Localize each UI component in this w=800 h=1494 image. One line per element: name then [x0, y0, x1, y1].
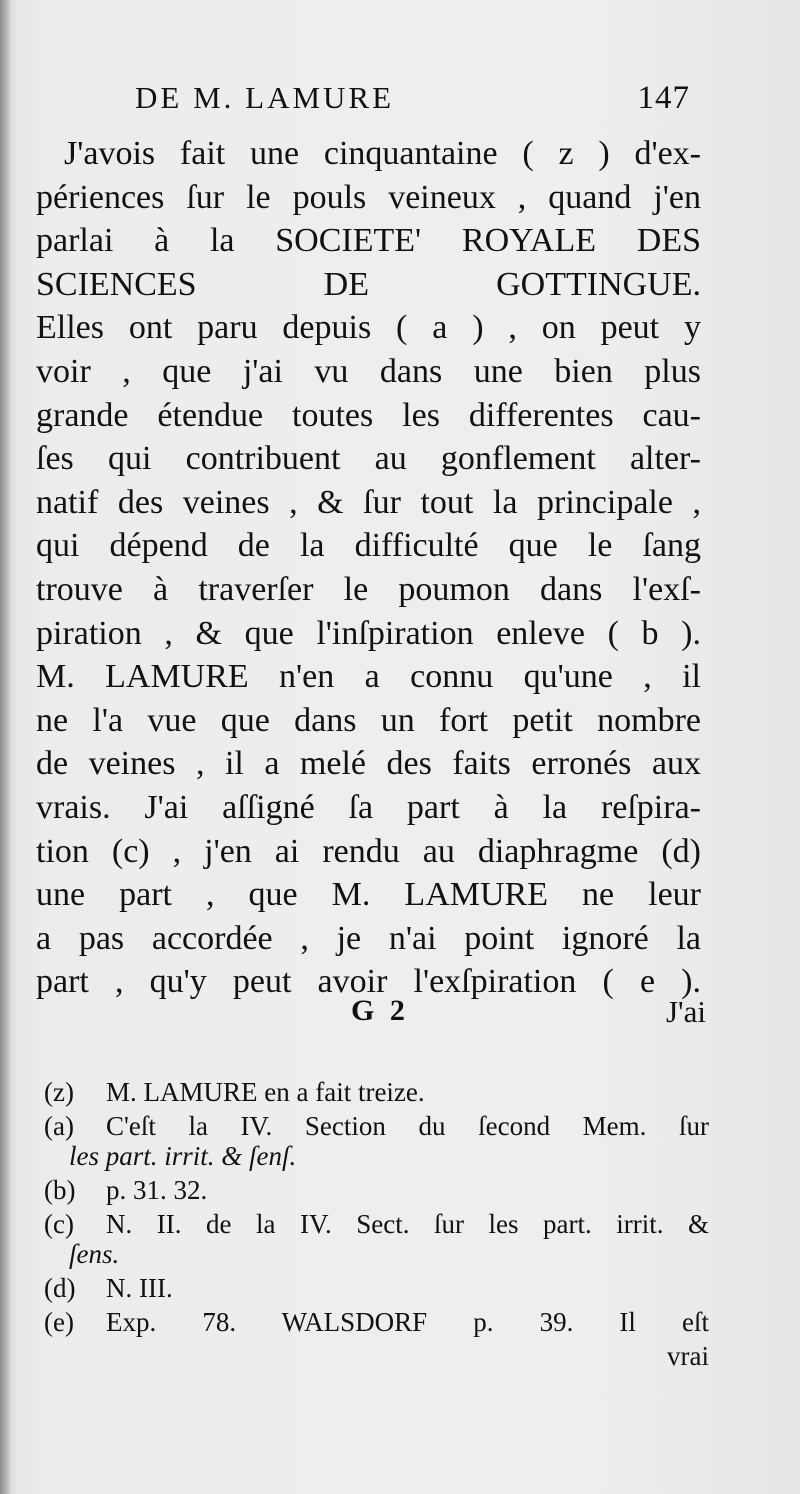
footnote-catchword: vrai	[667, 1341, 709, 1371]
text-line: piration , & que l'inſpiration enleve ( b ).	[36, 614, 701, 652]
footnote-label: (b)	[44, 1175, 76, 1205]
footnote-text: p. 31. 32.	[106, 1175, 208, 1205]
footnote	[44, 1111, 709, 1171]
text-line: parlai à la SOCIETE' ROYALE DES	[36, 222, 701, 260]
footnote	[44, 1077, 709, 1107]
footnote-text: N. II. de la IV. Sect. ſur les part. irrit. &	[106, 1209, 709, 1239]
text-line: tion (c) , j'en ai rendu au diaphragme (d)	[36, 832, 701, 870]
text-line: a pas accordée , je n'ai point ignoré la	[36, 919, 701, 957]
text-line: ſes qui contribuent au gonflement alter-	[36, 440, 701, 478]
page-gutter	[0, 0, 10, 1494]
footnote	[44, 1175, 709, 1205]
running-head-title: DE M. LAMURE	[135, 80, 395, 115]
text-line: périences ſur le pouls veineux , quand j'en	[36, 178, 701, 216]
footnotes	[44, 1077, 709, 1371]
footnote-text: C'eſt la IV. Section du ſecond Mem. ſur	[106, 1111, 709, 1141]
text-line: voir , que j'ai vu dans une bien plus	[36, 352, 701, 390]
running-head	[135, 80, 690, 120]
footnote-text: Exp. 78. WALSDORF p. 39. Il eſt	[106, 1307, 709, 1337]
footnote	[44, 1209, 709, 1269]
text-line: qui dépend de la difficulté que le ſang	[36, 527, 701, 565]
text-line: SCIENCES DE GOTTINGUE.	[36, 265, 701, 303]
text-line: Elles ont paru depuis ( a ) , on peut y	[36, 309, 701, 347]
footnote-continuation: les part. irrit. & ſenſ.	[69, 1141, 297, 1171]
text-line: part , qu'y peut avoir l'exſpiration ( e ).	[36, 963, 701, 1001]
text-line: natif des veines , & ſur tout la principale ,	[36, 483, 701, 521]
text-line: ne l'a vue que dans un fort petit nombre	[36, 701, 701, 739]
footnote-text: M. LAMURE en a fait treize.	[106, 1077, 425, 1107]
signature-mark: G 2	[351, 994, 409, 1027]
footnote-label: (d)	[44, 1273, 76, 1303]
footnote-label: (c)	[44, 1209, 74, 1239]
footnote-text: N. III.	[106, 1273, 173, 1303]
page-number: 147	[637, 80, 690, 116]
footnote-label: (a)	[44, 1111, 74, 1141]
footnote	[44, 1273, 709, 1303]
text-line: une part , que M. LAMURE ne leur	[36, 876, 701, 914]
catchword: J'ai	[665, 994, 706, 1029]
text-line: de veines , il a melé des faits erronés aux	[36, 745, 701, 783]
text-line: J'avois fait une cinquantaine ( z ) d'ex-	[64, 135, 701, 172]
text-line: trouve à traverſer le poumon dans l'exſ-	[36, 570, 701, 608]
footnote-label: (e)	[44, 1307, 74, 1337]
signature-row	[36, 994, 706, 1034]
text-line: vrais. J'ai aſſigné ſa part à la reſpira-	[36, 788, 701, 826]
footnote-continuation: ſens.	[69, 1239, 120, 1269]
main-text	[36, 132, 701, 1004]
text-line: M. LAMURE n'en a connu qu'une , il	[36, 658, 701, 696]
footnote-label: (z)	[44, 1077, 74, 1107]
text-line: grande étendue toutes les differentes cau-	[36, 396, 701, 434]
footnote	[44, 1307, 709, 1337]
